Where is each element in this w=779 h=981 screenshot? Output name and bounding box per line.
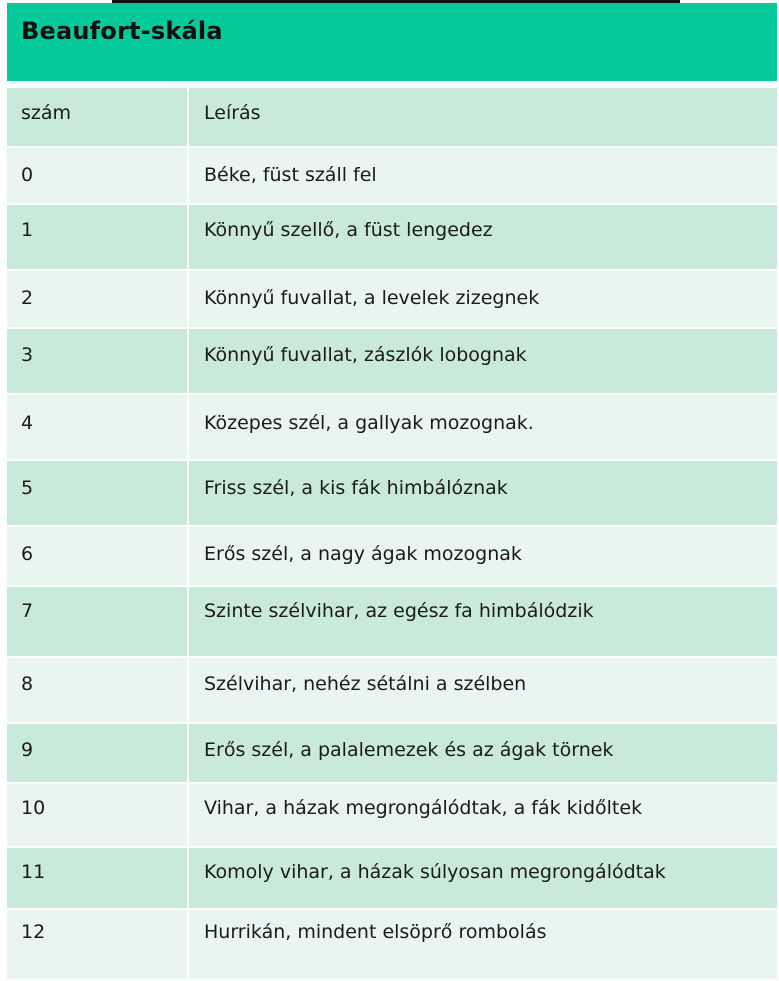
row-desc: Közepes szél, a gallyak mozognak. — [204, 412, 534, 434]
row-desc: Szélvihar, nehéz sétálni a szélben — [204, 673, 527, 695]
table-row — [7, 658, 777, 724]
header-num: szám — [7, 88, 189, 146]
table-row — [7, 329, 777, 395]
row-desc: Könnyű fuvallat, zászlók lobognak — [204, 344, 527, 366]
row-desc: Szinte szélvihar, az egész fa himbálódzik — [204, 600, 594, 622]
table-row — [7, 271, 777, 329]
row-desc: Friss szél, a kis fák himbálóznak — [204, 477, 508, 499]
row-desc: Könnyű fuvallat, a levelek zizegnek — [204, 287, 540, 309]
table-row — [7, 848, 777, 910]
row-num: 2 — [7, 271, 189, 327]
row-num: 0 — [7, 148, 189, 203]
row-desc: Béke, füst száll fel — [204, 164, 377, 186]
row-num: 8 — [7, 658, 189, 722]
row-desc: Erős szél, a palalemezek és az ágak törnek — [204, 739, 614, 761]
row-num: 7 — [7, 587, 189, 656]
table-row — [7, 527, 777, 587]
header-desc: Leírás — [204, 102, 261, 124]
row-num: 1 — [7, 205, 189, 269]
row-num: 4 — [7, 395, 189, 459]
row-desc: Komoly vihar, a házak súlyosan megrongálódtak — [204, 861, 666, 883]
row-num: 6 — [7, 527, 189, 585]
table-title: Beaufort-skála — [21, 17, 223, 45]
row-num: 5 — [7, 461, 189, 525]
title-bar — [7, 3, 777, 81]
row-desc: Erős szél, a nagy ágak mozognak — [204, 543, 522, 565]
table-row — [7, 587, 777, 658]
table-header-row — [7, 88, 777, 148]
row-num: 12 — [7, 910, 189, 979]
beaufort-table — [7, 88, 777, 981]
row-num: 11 — [7, 848, 189, 908]
row-desc: Könnyű szellő, a füst lengedez — [204, 219, 493, 241]
table-row — [7, 148, 777, 205]
table-row — [7, 784, 777, 848]
row-num: 9 — [7, 724, 189, 782]
row-desc: Vihar, a házak megrongálódtak, a fák kidőltek — [204, 797, 643, 819]
table-row — [7, 205, 777, 271]
row-num: 3 — [7, 329, 189, 393]
row-desc: Hurrikán, mindent elsöprő rombolás — [204, 921, 547, 943]
table-row — [7, 724, 777, 784]
table-row — [7, 395, 777, 461]
table-row — [7, 461, 777, 527]
row-num: 10 — [7, 784, 189, 846]
table-row — [7, 910, 777, 981]
